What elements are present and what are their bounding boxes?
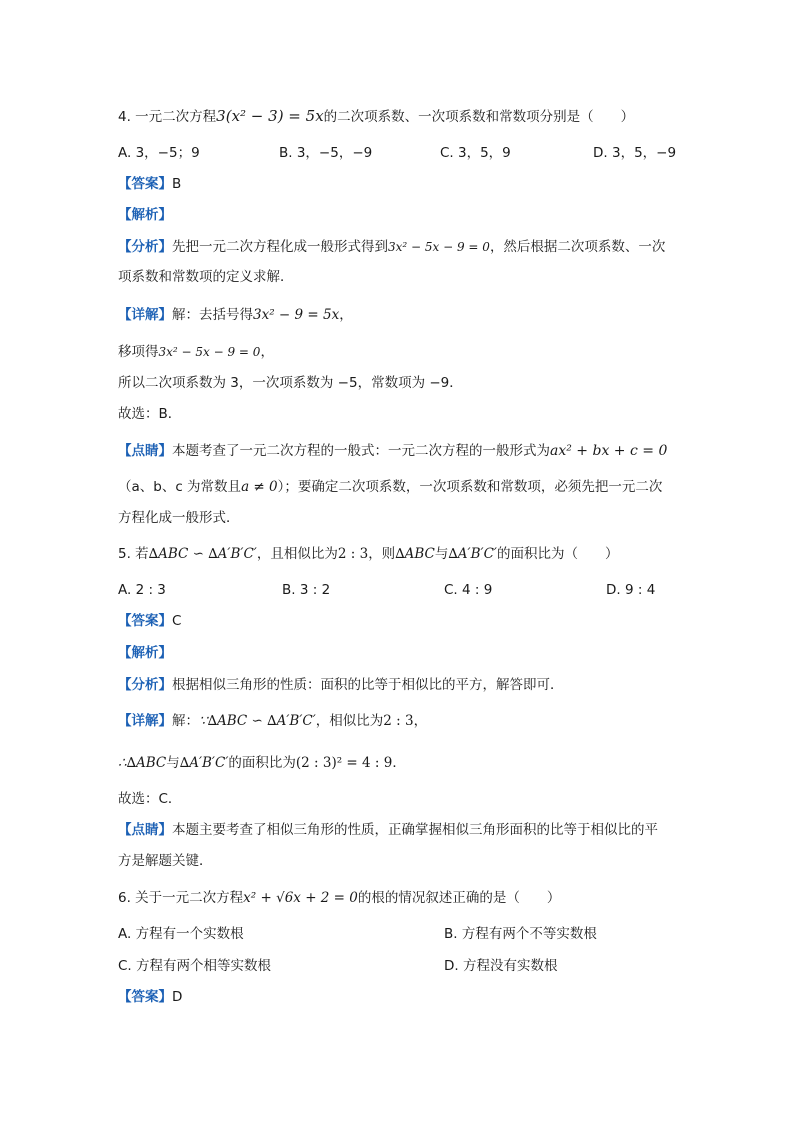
q4-xiangjie-line4: 故选：B．	[118, 406, 182, 422]
q5-dianjing-line1: 【点睛】本题主要考查了相似三角形的性质，正确掌握相似三角形面积的比等于相似比的平	[118, 822, 658, 838]
q6-answer: 【答案】D	[118, 989, 183, 1005]
q4-xiangjie-line2: 移项得3x² − 5x − 9 = 0，	[118, 344, 274, 360]
q6-option-c: C. 方程有两个相等实数根	[118, 958, 272, 974]
q4-dianjing-line1: 【点睛】本题考查了一元二次方程的一般式：一元二次方程的一般形式为ax² + bx + c = 0	[118, 443, 668, 459]
q5-xiangjie-line2: ∴∆ABC与∆A′B′C′的面积比为(2 : 3)² = 4 : 9．	[118, 755, 406, 771]
q4-dianjing-line3: 方程化成一般形式．	[118, 510, 240, 526]
q6-stem: 6. 关于一元二次方程x² + √6x + 2 = 0的根的情况叙述正确的是（ ）	[118, 890, 561, 906]
q4-option-b: B. 3，−5，−9	[279, 145, 373, 161]
q4-answer: 【答案】B	[118, 176, 182, 192]
q4-option-c: C. 3，5，9	[440, 145, 511, 161]
q4-fenxi-line2: 项系数和常数项的定义求解．	[118, 269, 294, 285]
q4-xiangjie-line1: 【详解】解：去括号得3x² − 9 = 5x，	[118, 307, 353, 323]
q5-xiangjie-line1: 【详解】解：∵∆ABC ∽ ∆A′B′C′，相似比为2 : 3，	[118, 713, 428, 729]
q4-dianjing-line2: （a、b、c 为常数且a ≠ 0）；要确定二次项系数，一次项系数和常数项，必须先把一元二次	[118, 479, 663, 495]
q5-xiangjie-line3: 故选：C．	[118, 791, 182, 807]
q6-option-a: A. 方程有一个实数根	[118, 926, 244, 942]
q4-stem: 4. 一元二次方程3(x² − 3) = 5x的二次项系数、一次项系数和常数项分别是（ ）	[118, 107, 635, 125]
q5-option-c: C. 4 : 9	[444, 582, 493, 598]
q5-fenxi-line1: 【分析】根据相似三角形的性质：面积的比等于相似比的平方，解答即可．	[118, 677, 564, 693]
q4-fenxi-line1: 【分析】先把一元二次方程化成一般形式得到3x² − 5x − 9 = 0，然后根据二次项系数、一次	[118, 239, 666, 255]
q5-stem: 5. 若∆ABC ∽ ∆A′B′C′，且相似比为2 : 3，则∆ABC与∆A′B′C′的面积比为（ ）	[118, 546, 619, 562]
q4-analysis-heading: 【解析】	[118, 207, 172, 223]
q5-dianjing-line2: 方是解题关键．	[118, 853, 213, 869]
q5-answer: 【答案】C	[118, 613, 182, 629]
q6-option-d: D. 方程没有实数根	[444, 958, 558, 974]
q4-option-d: D. 3，5，−9	[593, 145, 677, 161]
q4-option-a: A. 3，−5；9	[118, 145, 200, 161]
q4-equation: 3(x² − 3) = 5x	[216, 107, 324, 125]
q5-analysis-heading: 【解析】	[118, 645, 172, 661]
q6-option-b: B. 方程有两个不等实数根	[444, 926, 597, 942]
q4-xiangjie-line3: 所以二次项系数为 3，一次项系数为 −5，常数项为 −9．	[118, 375, 463, 391]
q5-option-a: A. 2 : 3	[118, 582, 166, 598]
q5-option-b: B. 3 : 2	[282, 582, 331, 598]
q5-option-d: D. 9 : 4	[606, 582, 656, 598]
